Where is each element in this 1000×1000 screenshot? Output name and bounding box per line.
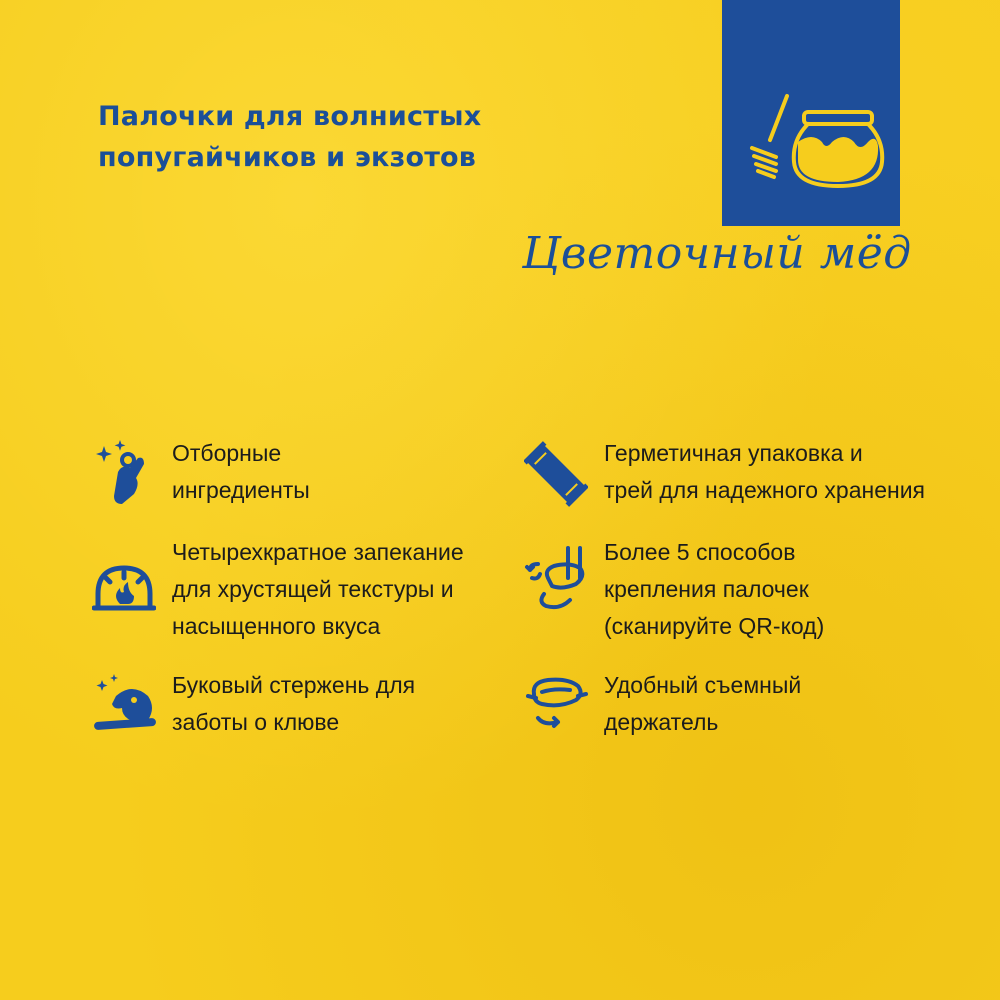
feature-item xyxy=(92,534,512,654)
feature-line: Более 5 способов xyxy=(604,539,796,565)
feature-line: ингредиенты xyxy=(172,477,310,503)
feature-item xyxy=(92,670,492,750)
oven-fire-icon xyxy=(92,534,156,614)
title-line-1: Палочки для волнистых xyxy=(98,101,482,132)
feature-line: Герметичная упаковка и xyxy=(604,440,863,466)
feature-line: Отборные xyxy=(172,440,282,466)
sealed-package-icon xyxy=(524,438,588,508)
feature-line: трей для надежного хранения xyxy=(604,477,926,503)
flavor-badge xyxy=(722,0,900,226)
feature-line: заботы о клюве xyxy=(172,709,340,735)
feature-item xyxy=(524,670,924,750)
feature-item xyxy=(92,438,492,518)
feature-item xyxy=(524,438,964,518)
feature-line: Буковый стержень для xyxy=(172,672,416,698)
hand-sparkle-icon xyxy=(92,438,156,508)
page-title xyxy=(98,96,481,178)
feature-line: насыщенного вкуса xyxy=(172,613,381,639)
title-line-2: попугайчиков и экзотов xyxy=(98,142,477,173)
flavor-name: Цветочный мёд xyxy=(522,228,912,279)
removable-holder-icon xyxy=(524,670,588,740)
bird-beak-stick-icon xyxy=(92,670,158,736)
feature-item xyxy=(524,534,944,654)
feature-line: Удобный съемный xyxy=(604,672,802,698)
feature-line: для хрустящей текстуры и xyxy=(172,576,454,602)
honey-jar-icon xyxy=(722,0,900,226)
feature-line: (сканируйте QR-код) xyxy=(604,613,825,639)
feature-line: крепления палочек xyxy=(604,576,809,602)
feature-line: держатель xyxy=(604,709,719,735)
mounting-clip-icon xyxy=(524,534,588,618)
feature-line: Четырехкратное запекание xyxy=(172,539,464,565)
